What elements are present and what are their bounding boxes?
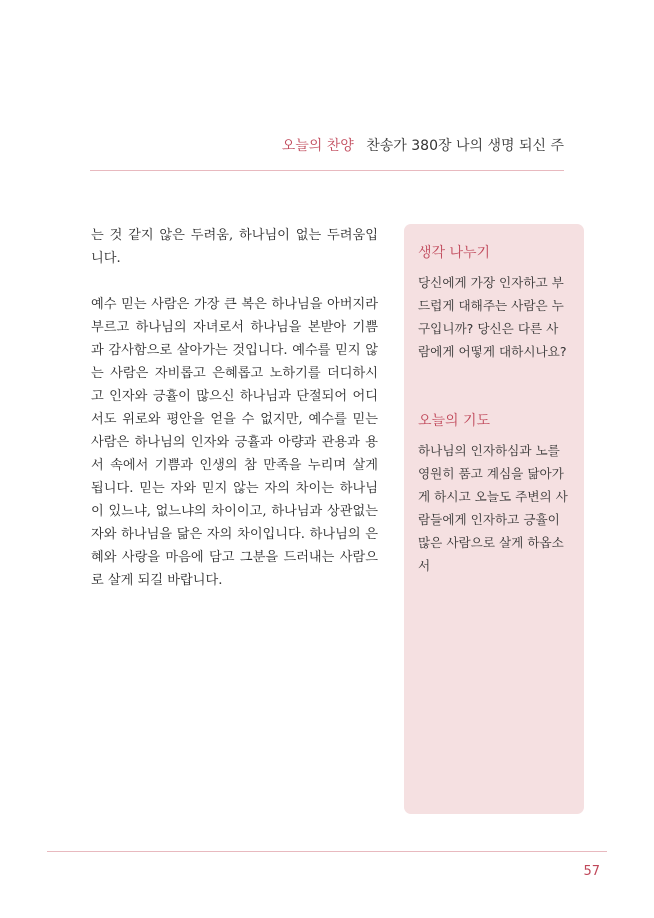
sharing-heading: 생각 나누기	[418, 245, 491, 261]
hymn-title: 찬송가 380장 나의 생명 되신 주	[366, 138, 564, 154]
prayer-text: 하나님의 인자하심과 노를 영원히 품고 계심을 닮아가게 하시고 오늘도 주변의 사람들에게 인자하고 긍휼이 많은 사람으로 살게 하옵소서	[418, 443, 568, 573]
prayer-heading: 오늘의 기도	[418, 413, 491, 429]
sharing-text: 당신에게 가장 인자하고 부드럽게 대해주는 사람은 누구입니까? 당신은 다른 사람에게 어떻게 대하시나요?	[418, 275, 567, 359]
page-number: 57	[583, 864, 600, 879]
main-body-text	[91, 224, 378, 615]
sidebar-box	[404, 224, 584, 814]
prayer-section	[418, 410, 570, 577]
body-paragraph: 는 것 같지 않은 두려움, 하나님이 없는 두려움입니다.	[91, 228, 378, 266]
sharing-section	[418, 242, 570, 363]
footer-divider	[47, 851, 607, 852]
body-paragraph: 예수 믿는 사람은 가장 큰 복은 하나님을 아버지라 부르고 하나님의 자녀로서 하나님을 본받아 기쁨과 감사함으로 살아가는 것입니다. 예수를 믿지 않는 사람은 자비롭고 은혜롭고 노하기를 더디하시고 인자와 긍휼이 많으신 하나님과 단절되어 어디서도 위로와 평안을 얻을 수 없지만, 예수를 믿는 사람은 하나님의 인자와 긍휼과 아량과 관용과 용서 속에서 기쁨과 인생의 참 만족을 누리며 살게 됩니다. 믿는 자와 믿지 않는 자의 차이는 하나님이 있느냐, 없느냐의 차이이고, 하나님과 상관없는 자와 하나님을 닮은 자의 차이입니다. 하나님의 은혜와 사랑을 마음에 담고 그분을 드러내는 사람으로 살게 되길 바랍니다.	[91, 297, 378, 588]
page-header	[282, 135, 564, 155]
header-divider	[90, 170, 564, 171]
hymn-label: 오늘의 찬양	[281, 138, 354, 154]
